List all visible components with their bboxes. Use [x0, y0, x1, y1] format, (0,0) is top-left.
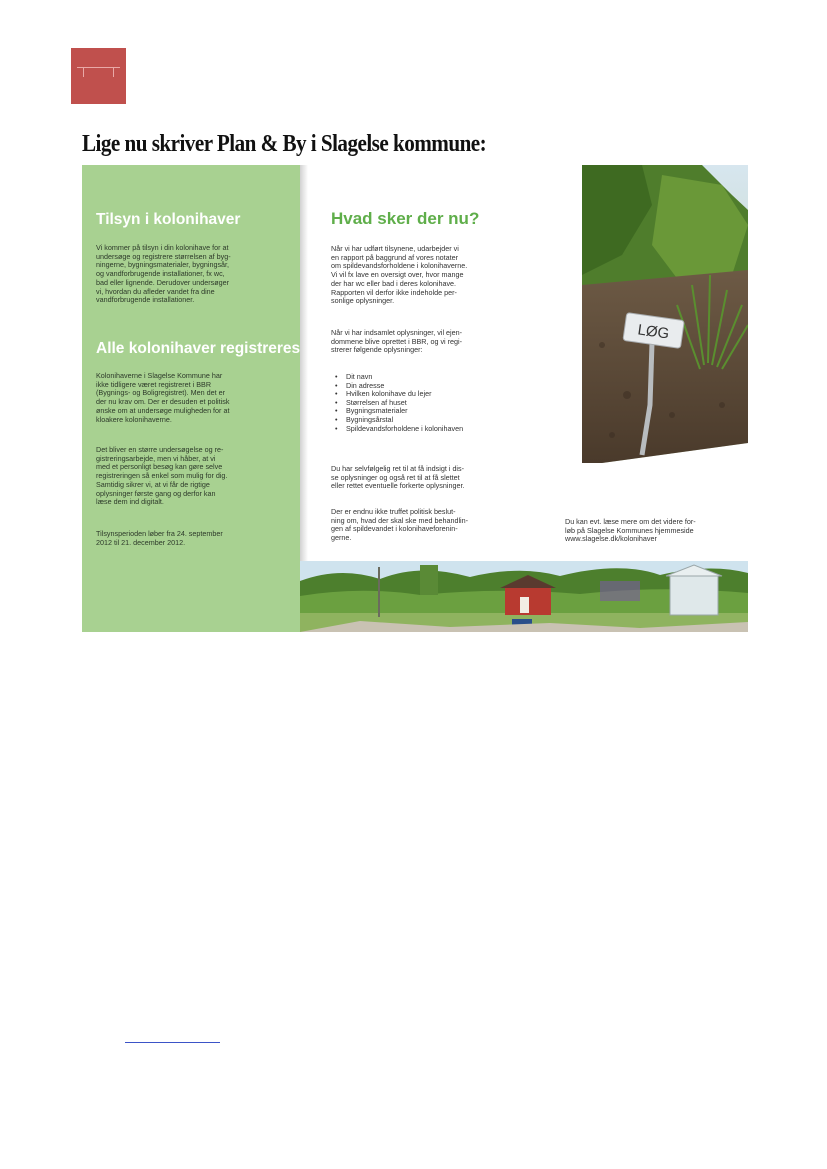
onion-plant-photo-icon	[582, 165, 748, 463]
footnote-link-underline[interactable]	[125, 1030, 220, 1043]
svg-text:LØG: LØG	[636, 321, 671, 343]
garden-sign-photo	[582, 165, 748, 463]
leaflet-image	[82, 165, 748, 632]
page-headline: Lige nu skriver Plan & By i Slagelse kommune:	[82, 131, 487, 157]
green-info-panel	[82, 165, 300, 632]
list-item: • Bygningsmaterialer	[331, 407, 463, 416]
paragraph-registreres: Kolonihaverne i Slagelse Kommune har ikke tidligere været registreret i BBR (Bygnings- og Boligregistret). Men det er der nu krav om. Der er desuden et politisk ønske om at undersøge muligheden for at kloakere kolonihaverne.	[96, 371, 230, 424]
list-item: • Hvilken kolonihave du lejer	[331, 390, 463, 399]
paragraph-oplysninger: Når vi har indsamlet oplysninger, vil ejen- dommene blive oprettet i BBR, og vi regi- strerer følgende oplysninger:	[331, 328, 463, 355]
paragraph-undersoegelse: Det bliver en større undersøgelse og re- gistreringsarbejde, men vi håber, at vi med et personligt besøg kan gøre selve registreringen så enkel som mulig for dig. Samtidig sikrer vi, at vi får de rigtige oplysninger første gang og derfor kan læse dem ind digitalt.	[96, 445, 228, 507]
registration-list	[331, 373, 463, 433]
paragraph-politisk: Der er endnu ikke truffet politisk beslut- ning om, hvad der skal ske med behandlin- gen af spildevandet i kolonihaveforenin- gerne.	[331, 507, 469, 543]
list-item: • Spildevandsforholdene i kolonihaven	[331, 425, 463, 434]
list-item: • Bygningsårstal	[331, 416, 463, 425]
paragraph-rapport: Når vi har udført tilsynene, udarbejder vi en rapport på baggrund af vores notater om spildevandsforholdene i kolonihaverne. Vi vil fx lave en oversigt over, hvor mange der har wc eller bad i deres kolonihave. Rapporten vil derfor ikke indeholde per- sonlige oplysninger.	[331, 244, 468, 306]
heading-tilsyn: Tilsyn i kolonihaver	[96, 211, 241, 228]
heading-hvad-sker: Hvad sker der nu?	[331, 209, 480, 228]
list-item: • Størrelsen af huset	[331, 399, 463, 408]
list-item: • Din adresse	[331, 382, 463, 391]
paragraph-tilsynsperiode: Tilsynsperioden løber fra 24. september 2012 til 21. december 2012.	[96, 529, 223, 547]
paragraph-tilsyn: Vi kommer på tilsyn i din kolonihave for at undersøge og registrere størrelsen af byg- ningerne, bygningsmaterialer, bygningsår, og vandforbrugende installationer, fx wc, bad eller lignende. Derudover undersøger vi, hvordan du afleder vandet fra dine vandforbrugende installationer.	[96, 243, 231, 305]
readmore-text: Du kan evt. læse mere om det videre for- løb på Slagelse Kommunes hjemmeside www.slagelse.dk/kolonihaver	[565, 517, 696, 544]
logo	[71, 48, 126, 104]
list-item: • Dit navn	[331, 373, 463, 382]
paragraph-indsigt: Du har selvfølgelig ret til at få indsigt i dis- se oplysninger og også ret til at få slettet eller rettet eventuelle forkerte oplysninger.	[331, 464, 465, 491]
heading-registreres: Alle kolonihaver registreres	[96, 340, 301, 357]
garden-panorama-photo	[300, 561, 748, 632]
